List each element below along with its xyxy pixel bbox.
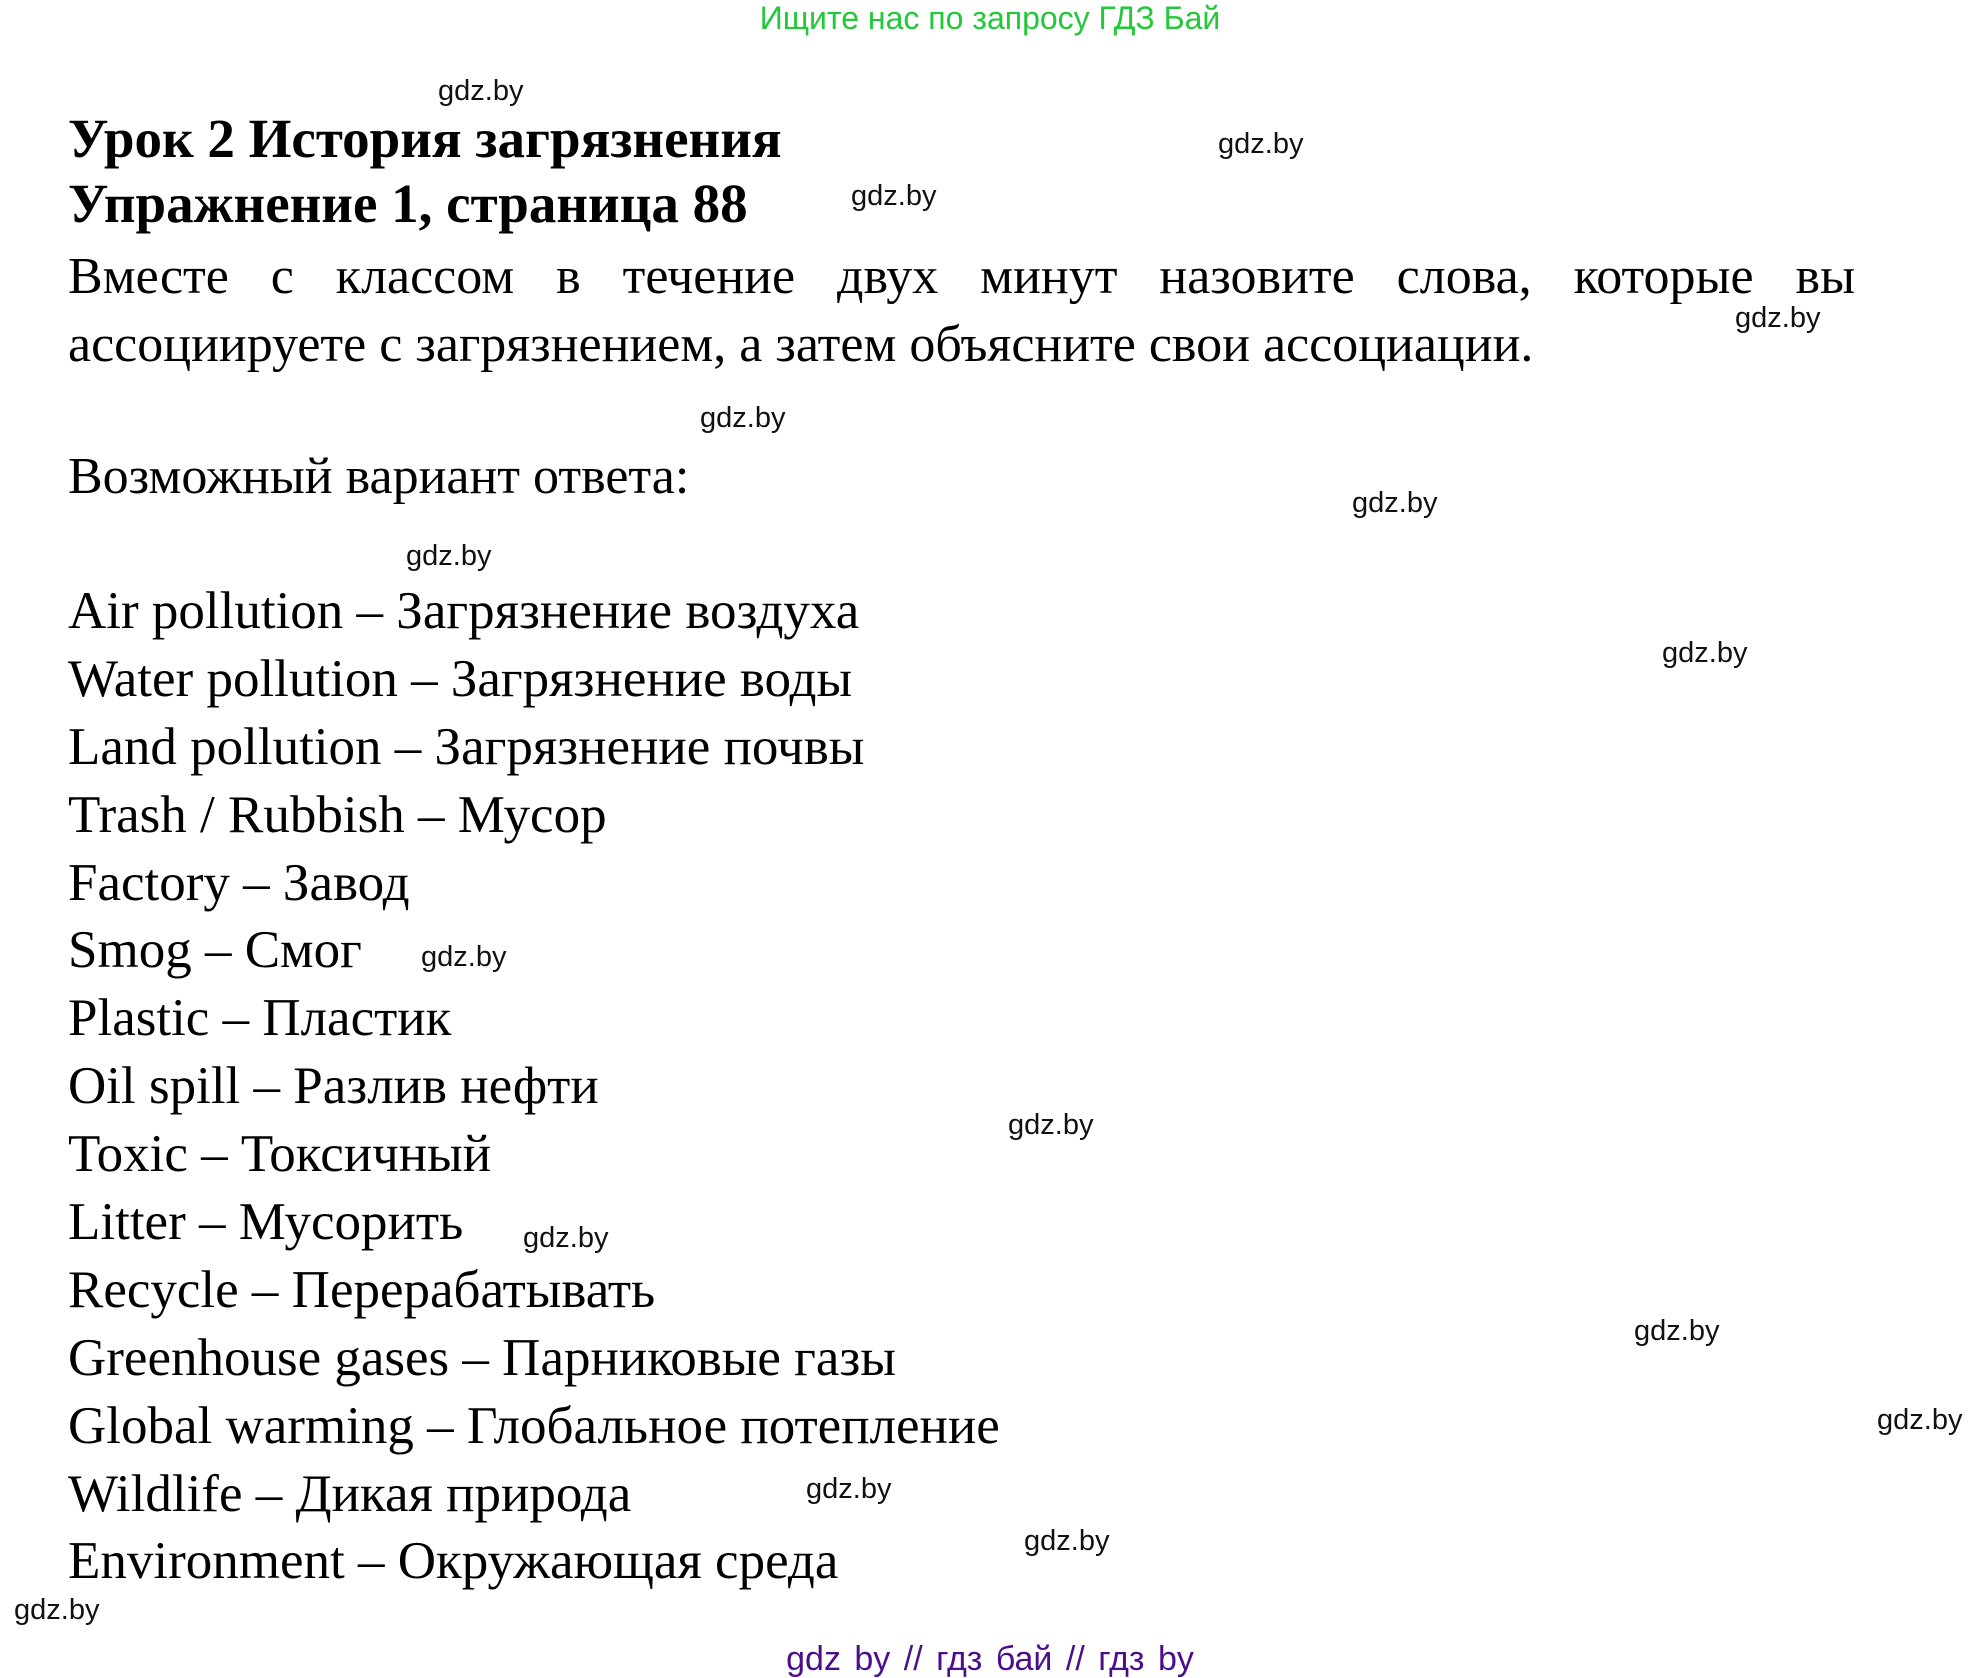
list-item: Litter – Мусорить xyxy=(68,1193,464,1252)
list-item: Greenhouse gases – Парниковые газы xyxy=(68,1328,896,1387)
list-item: Air pollution – Загрязнение воздуха xyxy=(68,582,860,640)
task-line-2: ассоциируете с загрязнением, а затем объясните свои ассоциации. xyxy=(68,316,1534,373)
list-item: Environment – Окружающая среда xyxy=(68,1532,839,1591)
watermark: gdz.by xyxy=(406,540,492,572)
list-item: Oil spill – Разлив нефти xyxy=(68,1057,599,1116)
list-item: Recycle – Перерабатывать xyxy=(68,1260,656,1319)
list-item: Land pollution – Загрязнение почвы xyxy=(68,717,865,776)
list-item: Trash / Rubbish – Мусор xyxy=(68,785,607,844)
watermark: gdz.by xyxy=(1352,487,1438,519)
watermark: gdz.by xyxy=(700,402,786,434)
list-item: Wildlife – Дикая природа xyxy=(68,1464,632,1523)
list-item: Global warming – Глобальное потепление xyxy=(68,1396,1000,1455)
watermark: gdz.by xyxy=(1735,302,1821,334)
watermark: gdz.by xyxy=(421,941,507,973)
list-item: Toxic – Токсичный xyxy=(68,1125,492,1184)
answer-label: Возможный вариант ответа: xyxy=(68,448,690,505)
task-line-1: Вместе с классом в течение двух минут назовите слова, которые вы xyxy=(68,248,1855,305)
lesson-title: Урок 2 История загрязнения xyxy=(68,108,782,169)
watermark: gdz.by xyxy=(1024,1525,1110,1557)
watermark: gdz.by xyxy=(806,1473,892,1505)
list-item: Factory – Завод xyxy=(68,853,410,912)
watermark: gdz.by xyxy=(1218,128,1304,160)
watermark: gdz.by xyxy=(1877,1404,1963,1436)
exercise-title: Упражнение 1, страница 88 xyxy=(68,173,748,234)
answer-list xyxy=(68,578,1000,1596)
watermark: gdz.by xyxy=(1662,637,1748,669)
watermark: gdz.by xyxy=(438,75,524,107)
list-item: Smog – Смог xyxy=(68,921,362,980)
search-banner: Ищите нас по запросу ГДЗ Бай xyxy=(759,0,1221,36)
watermark: gdz.by xyxy=(851,180,937,212)
list-item: Water pollution – Загрязнение воды xyxy=(68,649,853,708)
watermark: gdz.by xyxy=(1008,1109,1094,1141)
list-item: Plastic – Пластик xyxy=(68,989,452,1048)
footer-links: gdz by // гдз бай // гдз by xyxy=(786,1640,1194,1678)
task-text xyxy=(68,243,1855,379)
watermark: gdz.by xyxy=(523,1222,609,1254)
watermark: gdz.by xyxy=(1634,1315,1720,1347)
watermark: gdz.by xyxy=(14,1594,100,1626)
